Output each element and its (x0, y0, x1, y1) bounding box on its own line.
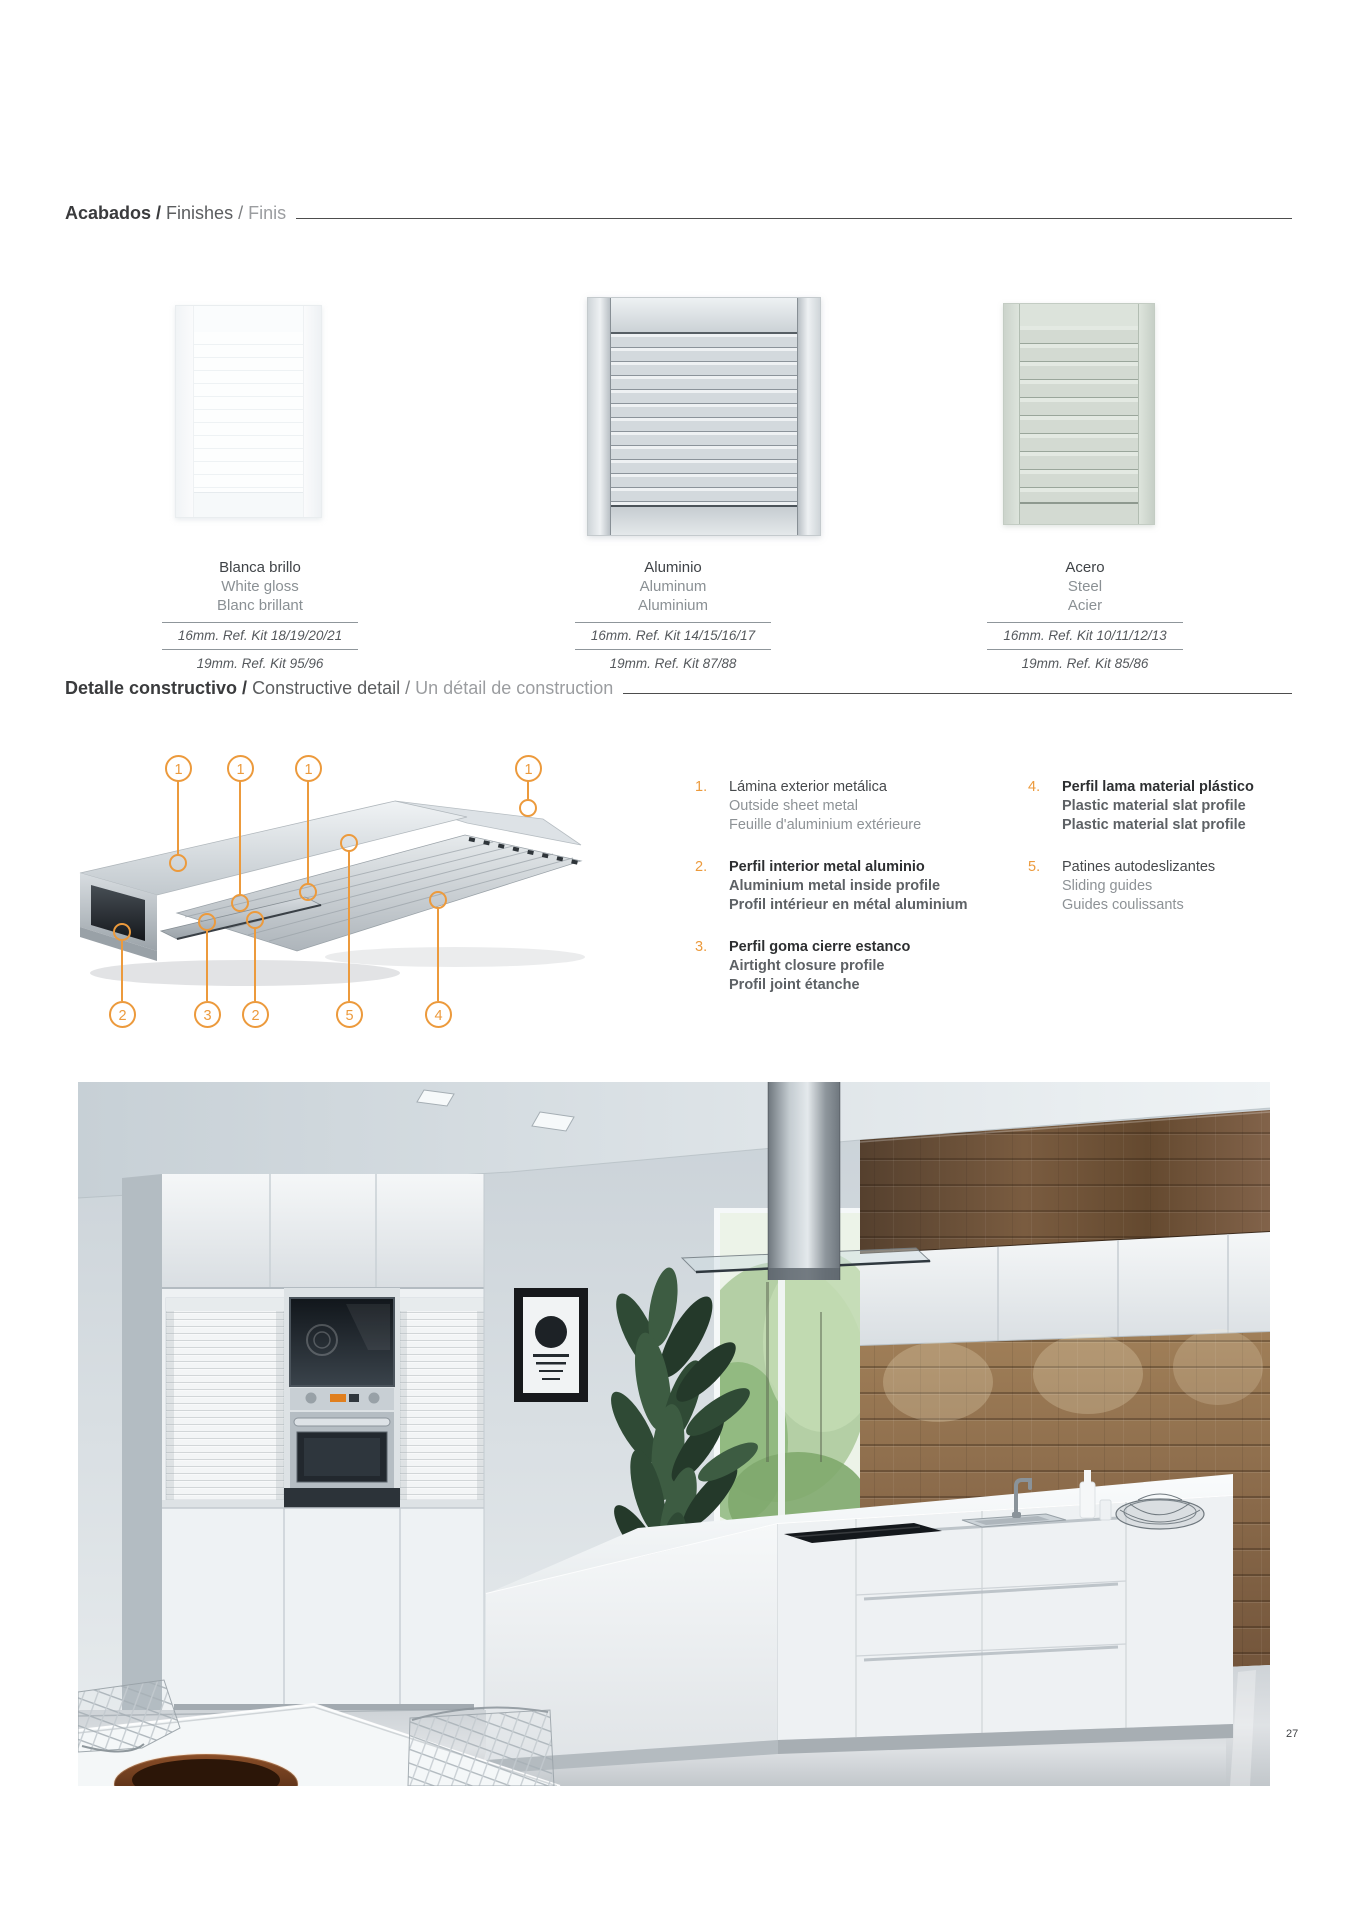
constructive-detail-diagram (65, 745, 600, 1037)
legend-number: 5. (1028, 859, 1041, 875)
product-name-es: Aluminio (644, 559, 702, 576)
title-rule (623, 693, 1292, 694)
shutter-top-rail (610, 298, 798, 334)
legend-text-es: Perfil interior metal aluminio (729, 859, 925, 875)
detail-section-title (65, 678, 1292, 699)
legend-text-en: Airtight closure profile (729, 958, 885, 974)
legend-text-en: Sliding guides (1062, 878, 1153, 894)
page-number: 27 (1286, 1728, 1299, 1740)
finishes-title-fr: Finis (248, 203, 287, 223)
legend-text-es: Lámina exterior metálica (729, 779, 887, 795)
product-name-en: Aluminum (639, 578, 707, 595)
product-name-es: Blanca brillo (219, 559, 301, 576)
finish-sample-aluminum (587, 297, 821, 536)
wall-art-frame (514, 1288, 588, 1402)
ref-kit-16mm: 16mm. Ref. Kit 10/11/12/13 (987, 623, 1183, 650)
product-refs (987, 622, 1183, 673)
kitchen-photo (78, 1082, 1270, 1786)
ref-kit-19mm: 19mm. Ref. Kit 87/88 (609, 656, 737, 671)
legend-text-fr: Guides coulissants (1062, 897, 1184, 913)
wire-chair (408, 1708, 554, 1787)
legend-text-fr: Profil joint étanche (729, 977, 860, 993)
finishes-title-en: Finishes (166, 203, 234, 223)
product-name-en: White gloss (221, 578, 299, 595)
product-name-es: Acero (1065, 559, 1105, 576)
shutter-right-stile (797, 298, 820, 535)
legend-item-2 (695, 858, 1025, 915)
shutter-slats (1019, 326, 1139, 504)
shutter-slats (610, 334, 798, 507)
title-separator: / (405, 678, 411, 698)
product-label-steel (935, 558, 1235, 673)
legend-number: 2. (695, 859, 708, 875)
finishes-section-title (65, 203, 1292, 224)
title-separator: / (242, 678, 248, 698)
finishes-title-es: Acabados (65, 203, 152, 223)
legend-text-es: Perfil lama material plástico (1062, 779, 1254, 795)
product-name-fr: Aluminium (637, 597, 709, 614)
shutter-bottom-rail (193, 492, 304, 517)
legend-text-en: Aluminium metal inside profile (729, 878, 941, 894)
built-in-oven (284, 1288, 400, 1518)
product-name-fr: Blanc brillant (217, 597, 303, 614)
ref-kit-16mm: 16mm. Ref. Kit 18/19/20/21 (162, 623, 358, 650)
title-separator: / (156, 203, 162, 223)
legend-item-3 (695, 938, 1025, 995)
roller-shutter-door (400, 1298, 484, 1500)
legend-text-en: Plastic material slat profile (1062, 798, 1246, 814)
product-name-en: Steel (1067, 578, 1103, 595)
roller-shutter-door (166, 1298, 284, 1500)
shutter-right-stile (303, 306, 321, 517)
callout-2: 2 (109, 1001, 136, 1028)
ref-kit-16mm: 16mm. Ref. Kit 14/15/16/17 (575, 623, 771, 650)
legend-text-en: Outside sheet metal (729, 798, 858, 814)
title-rule (296, 218, 1292, 219)
finish-sample-white-gloss (175, 305, 322, 518)
profile-illustration (65, 745, 600, 1037)
legend-number: 1. (695, 779, 708, 795)
shutter-top-rail (1019, 304, 1139, 327)
product-name-fr: Acier (1067, 597, 1103, 614)
callout-1: 1 (227, 755, 254, 782)
callout-5: 5 (336, 1001, 363, 1028)
callout-4: 4 (425, 1001, 452, 1028)
ref-kit-19mm: 19mm. Ref. Kit 85/86 (1021, 656, 1149, 671)
shutter-right-stile (1138, 304, 1154, 524)
detail-title-fr: Un détail de construction (415, 678, 614, 698)
callout-1: 1 (515, 755, 542, 782)
product-refs (575, 622, 771, 673)
shutter-left-stile (1004, 304, 1020, 524)
legend-number: 4. (1028, 779, 1041, 795)
tall-cabinets (122, 1174, 492, 1720)
legend-column-1 (695, 778, 1025, 1018)
product-label-aluminum (523, 558, 823, 673)
shutter-bottom-rail (1019, 502, 1139, 524)
legend-text-fr: Profil intérieur en métal aluminium (729, 897, 968, 913)
legend-number: 3. (695, 939, 708, 955)
legend-item-4 (1028, 778, 1328, 835)
shutter-bottom-rail (610, 505, 798, 535)
legend-text-fr: Plastic material slat profile (1062, 817, 1246, 833)
legend-column-2 (1028, 778, 1328, 938)
title-separator: / (238, 203, 244, 223)
legend-text-es: Perfil goma cierre estanco (729, 939, 911, 955)
finish-sample-steel (1003, 303, 1155, 525)
detail-title-en: Constructive detail (252, 678, 401, 698)
product-refs (162, 622, 358, 673)
legend-text-es: Patines autodeslizantes (1062, 859, 1216, 875)
shutter-top-rail (193, 306, 304, 333)
ref-kit-19mm: 19mm. Ref. Kit 95/96 (196, 656, 324, 671)
callout-3: 3 (194, 1001, 221, 1028)
shutter-slats (193, 332, 304, 493)
callout-1: 1 (165, 755, 192, 782)
callout-2: 2 (242, 1001, 269, 1028)
callout-1: 1 (295, 755, 322, 782)
legend-item-1 (695, 778, 1025, 835)
shutter-left-stile (588, 298, 611, 535)
legend-text-fr: Feuille d'aluminium extérieure (729, 817, 922, 833)
product-label-white-gloss (110, 558, 410, 673)
detail-title-es: Detalle constructivo (65, 678, 238, 698)
shutter-left-stile (176, 306, 194, 517)
legend-item-5 (1028, 858, 1328, 915)
